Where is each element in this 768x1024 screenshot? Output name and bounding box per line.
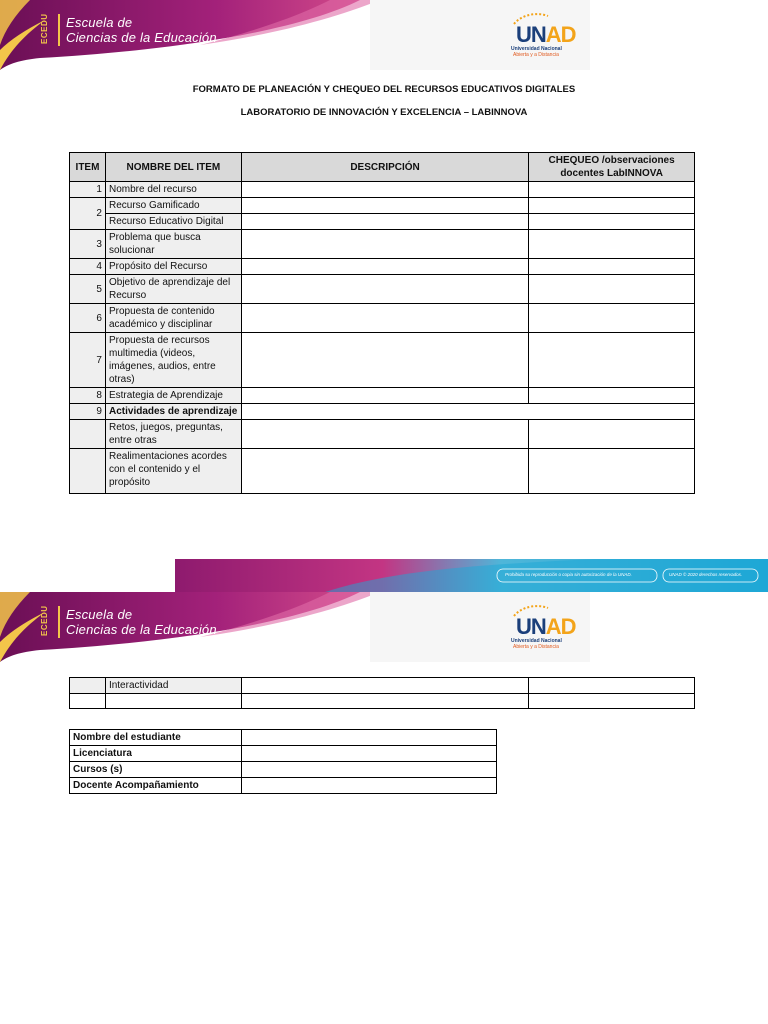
item-number: 6	[70, 304, 106, 333]
description-cell[interactable]	[241, 449, 528, 494]
merged-cell[interactable]	[241, 404, 694, 420]
student-info-table	[69, 729, 497, 794]
student-row	[70, 746, 497, 762]
item-name: Nombre del recurso	[105, 182, 241, 198]
item-number: 1	[70, 182, 106, 198]
table-row	[70, 449, 695, 494]
item-number: 9	[70, 404, 106, 420]
check-cell[interactable]	[529, 182, 695, 198]
logo-word-main: UN	[516, 22, 546, 47]
description-cell[interactable]	[241, 214, 528, 230]
logo-word-main: UN	[516, 614, 546, 639]
description-cell[interactable]	[241, 694, 528, 709]
school-divider	[58, 14, 60, 46]
degree-value[interactable]	[241, 746, 496, 762]
student-row	[70, 762, 497, 778]
table-row	[70, 678, 695, 694]
check-cell[interactable]	[529, 678, 695, 694]
check-cell[interactable]	[529, 198, 695, 214]
description-cell[interactable]	[241, 182, 528, 198]
footer-banner	[175, 559, 768, 592]
student-row	[70, 778, 497, 794]
logo-subtitle-1: Universidad Nacional	[511, 46, 562, 52]
table-row	[70, 182, 695, 198]
item-number: 4	[70, 259, 106, 275]
item-number: 2	[70, 198, 106, 230]
school-code: ECEDU	[40, 13, 49, 44]
description-cell[interactable]	[241, 333, 528, 388]
item-name: Interactividad	[105, 678, 241, 694]
footer-notice: Prohibida su reproducción o copia sin autorización de la UNAD.	[505, 572, 632, 577]
planning-table	[69, 152, 695, 494]
student-name-value[interactable]	[241, 730, 496, 746]
description-cell[interactable]	[241, 678, 528, 694]
table-row	[70, 694, 695, 709]
school-code: ECEDU	[40, 605, 49, 636]
degree-label: Licenciatura	[70, 746, 242, 762]
logo-subtitle-2: Abierta y a Distancia	[513, 644, 559, 650]
item-name	[105, 694, 241, 709]
item-name: Realimentaciones acordes con el contenido y el propósito	[105, 449, 241, 494]
courses-label: Cursos (s)	[70, 762, 242, 778]
check-cell[interactable]	[529, 275, 695, 304]
item-number: 7	[70, 333, 106, 388]
check-cell[interactable]	[529, 214, 695, 230]
unad-logo	[508, 604, 578, 652]
tutor-label: Docente Acompañamiento	[70, 778, 242, 794]
student-row	[70, 730, 497, 746]
item-number: 5	[70, 275, 106, 304]
description-cell[interactable]	[241, 198, 528, 214]
item-number	[70, 449, 106, 494]
description-cell[interactable]	[241, 304, 528, 333]
header-description: DESCRIPCIÓN	[241, 153, 528, 182]
unad-logo	[508, 12, 578, 60]
check-cell[interactable]	[529, 694, 695, 709]
check-cell[interactable]	[529, 420, 695, 449]
check-cell[interactable]	[529, 333, 695, 388]
item-name: Retos, juegos, preguntas, entre otras	[105, 420, 241, 449]
table-row	[70, 214, 695, 230]
tutor-value[interactable]	[241, 778, 496, 794]
check-cell[interactable]	[529, 304, 695, 333]
item-name: Recurso Gamificado	[105, 198, 241, 214]
check-cell[interactable]	[529, 230, 695, 259]
school-name-line2: Ciencias de la Educación	[66, 30, 217, 45]
table-row	[70, 404, 695, 420]
table-row	[70, 275, 695, 304]
item-name: Propósito del Recurso	[105, 259, 241, 275]
header-banner	[0, 592, 590, 662]
document-title: FORMATO DE PLANEACIÓN Y CHEQUEO DEL RECURSOS EDUCATIVOS DIGITALES	[192, 84, 576, 95]
header-name: NOMBRE DEL ITEM	[105, 153, 241, 182]
item-number: 8	[70, 388, 106, 404]
header-banner	[0, 0, 590, 70]
table-row	[70, 304, 695, 333]
logo-subtitle-1: Universidad Nacional	[511, 638, 562, 644]
header-item: ITEM	[70, 153, 106, 182]
item-name: Propuesta de recursos multimedia (videos, imágenes, audios, entre otras)	[105, 333, 241, 388]
item-number	[70, 694, 106, 709]
school-name-line2: Ciencias de la Educación	[66, 622, 217, 637]
school-name	[66, 607, 217, 637]
logo-word-accent: AD	[545, 22, 576, 47]
item-name: Objetivo de aprendizaje del Recurso	[105, 275, 241, 304]
logo-word	[516, 22, 576, 48]
table-row	[70, 259, 695, 275]
item-name: Recurso Educativo Digital	[105, 214, 241, 230]
student-name-label: Nombre del estudiante	[70, 730, 242, 746]
page-2	[0, 592, 768, 1024]
description-cell[interactable]	[241, 230, 528, 259]
check-cell[interactable]	[529, 259, 695, 275]
footer-rights: UNAD © 2020 derechos reservados.	[669, 572, 743, 577]
table-row	[70, 198, 695, 214]
logo-word-accent: AD	[545, 614, 576, 639]
table-row	[70, 333, 695, 388]
item-name: Actividades de aprendizaje	[105, 404, 241, 420]
item-name: Propuesta de contenido académico y disciplinar	[105, 304, 241, 333]
header-check: CHEQUEO /observaciones docentes LabINNOVA	[529, 153, 695, 182]
document-subtitle: LABORATORIO DE INNOVACIÓN Y EXCELENCIA – LABINNOVA	[240, 107, 528, 118]
school-name	[66, 15, 217, 45]
item-number	[70, 678, 106, 694]
check-cell[interactable]	[529, 449, 695, 494]
item-number: 3	[70, 230, 106, 259]
description-cell[interactable]	[241, 388, 528, 404]
description-cell[interactable]	[241, 275, 528, 304]
table-row	[70, 230, 695, 259]
courses-value[interactable]	[241, 762, 496, 778]
table-row	[70, 388, 695, 404]
item-name: Problema que busca solucionar	[105, 230, 241, 259]
table-header-row	[70, 153, 695, 182]
school-name-line1: Escuela de	[66, 15, 133, 30]
school-divider	[58, 606, 60, 638]
logo-subtitle-2: Abierta y a Distancia	[513, 52, 559, 58]
school-name-line1: Escuela de	[66, 607, 133, 622]
description-cell[interactable]	[241, 420, 528, 449]
logo-word	[516, 614, 576, 640]
table-row	[70, 420, 695, 449]
check-cell[interactable]	[529, 388, 695, 404]
item-name: Estrategia de Aprendizaje	[105, 388, 241, 404]
description-cell[interactable]	[241, 259, 528, 275]
item-number	[70, 420, 106, 449]
planning-table-continued	[69, 677, 695, 709]
